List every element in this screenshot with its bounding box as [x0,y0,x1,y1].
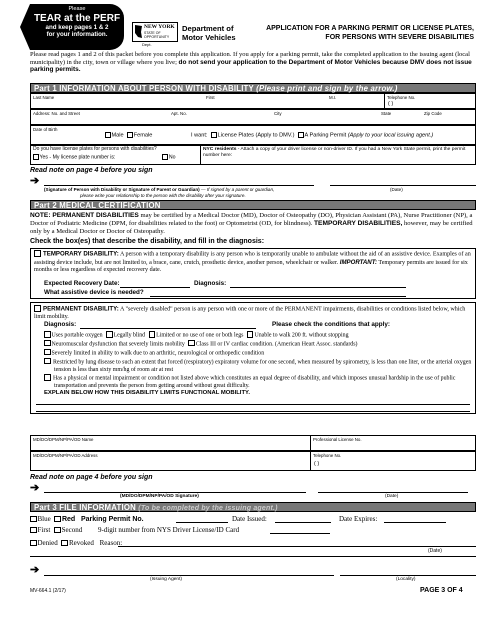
dept-line-2: Motor Vehicles [182,33,236,42]
intro-paragraph [30,51,476,74]
parking-permit-label: A Parking Permit [304,132,347,139]
intro-bold: do not send your application to the Department of Motor Vehicles because DMV does not issue parking permits. [30,58,472,74]
plates-question [30,145,201,165]
dept-line-1: Department of [182,24,234,33]
nyc-bold: NYC residents [203,147,237,152]
revoked-label: Revoked [68,539,94,547]
logo-sub-2: OPPORTUNITY [144,35,170,39]
part2-read-note: Read note on page 4 before you sign [30,474,153,481]
condition-row-2 [44,340,472,349]
conditions-list [44,331,472,398]
md-name-label: MD/DO/DPM/NP/PA/OD Name [33,437,94,442]
perm-diagnosis-line[interactable] [80,328,256,329]
walk-200-checkbox[interactable] [247,331,254,338]
nyc-residents-note[interactable] [200,145,476,165]
condition-row-3 [44,349,472,358]
part1-read-note: Read note on page 4 before you sign [30,167,153,174]
department-name [182,24,236,42]
telephone-label: Telephone No. [387,95,416,100]
logo-subtitle [144,31,169,39]
last-name-field[interactable] [30,93,385,109]
first-label: First [37,526,51,534]
first-name-label: First [206,95,215,100]
mental-label: Has a physical or mental impairment or condition not listed above which constitutes an equal degree of disability, and which imposes unusual hardship in the use of public transportation and prevents the person from getting around without great difficulty. [52,375,456,389]
assistive-device-line[interactable] [150,296,406,297]
limited-legs-checkbox[interactable] [149,331,156,338]
sig-italic-2: please write your relationship to the person with the disability after your signature. [80,193,246,198]
last-name-label: Last Name [33,95,55,100]
check-boxes-instruction: Check the box(es) that describe the disability, and fill in the diagnosis: [30,238,265,245]
part1-hint: (Please print and sign by the arrow.) [256,84,398,93]
female-checkbox[interactable] [127,132,133,138]
neuromuscular-checkbox[interactable] [44,340,51,347]
part1-signature-line[interactable] [44,185,314,186]
tear-line-3: and keep pages 1 & 2 [45,24,109,31]
plates-question-text: Do you have license plates for persons with disabilities? [33,146,157,152]
digit-number-label: 9-digit number from NYS Driver License/ID Card [97,526,240,534]
first-checkbox[interactable] [30,527,37,534]
prof-license-label: Professional License No. [313,437,362,442]
permanent-text-block [34,305,472,321]
prof-license-field[interactable] [310,435,476,451]
nyc-text: - Attach a copy of your driver license or non-driver ID. If you had a New York State permit, print the permit number here: [203,147,466,158]
male-checkbox[interactable] [105,132,111,138]
digit-number-line[interactable] [270,533,330,534]
md-signature-line[interactable] [44,492,306,493]
temporary-checkbox[interactable] [34,250,41,257]
temp-diagnosis-line[interactable] [230,287,406,288]
phone-paren: ( ) [388,101,394,107]
date-expires-label: Date Expires: [339,515,378,523]
temp-text: however, may be certified only by a Medical Doctor or Doctor of Osteopathy. [30,219,473,235]
plates-answer [33,154,198,161]
temp-bold: TEMPORARY DISABILITIES, [314,219,403,227]
temporary-label: TEMPORARY DISABILITY: [43,250,119,258]
parking-permit-no-label: Parking Permit No. [80,516,144,523]
arthritic-checkbox[interactable] [44,349,51,356]
date-issued-label: Date Issued: [232,515,267,523]
mental-checkbox[interactable] [44,374,51,381]
telephone-field[interactable] [384,93,476,109]
temporary-text-block [34,250,472,274]
i-want-label: I want: [191,132,208,139]
arthritic-label: Severely limited in ability to walk due to an arthritic, neurological or orthopedic condition [51,350,265,357]
parking-permit-checkbox[interactable] [298,132,304,138]
md-signature-caption: (MD/DO/DPM/NP/PA/OD Signature) [120,494,199,499]
sign-arrow-icon: ➔ [30,175,40,187]
date-expires-line[interactable] [384,522,446,523]
application-title [246,24,474,42]
dob-label: Date of Birth [33,127,58,132]
lung-label: Restricted by lung disease to such an extent that forced (respiratory) expiratory volume for one second, when measured by spirometry, is less than one liter, or the arterial oxygen tension is less than sixty mm/hg of room air at rest [52,359,472,373]
issuing-agent-line[interactable] [44,575,334,576]
md-telephone-field[interactable] [310,451,476,471]
explain-line-2[interactable] [36,411,470,412]
agent-sign-arrow-icon: ➔ [30,564,40,576]
walk-200-label: Unable to walk 200 ft. without stopping [254,332,349,339]
part3-title [34,503,278,512]
cardiac-checkbox[interactable] [188,340,195,347]
locality-line[interactable] [340,575,476,576]
issuing-agent-caption: (Issuing Agent) [150,577,182,582]
permanent-label: PERMANENT DISABILITY: [43,305,119,313]
check-conditions-label: Please check the conditions that apply: [272,321,390,328]
state-label: State [381,111,392,116]
address-label: Address: No. and Street [33,111,80,116]
parking-permit-note: (Apply to your local issuing agent.) [347,132,434,139]
expected-recovery-label: Expected Recovery Date: [44,280,120,287]
explain-label: EXPLAIN BELOW HOW THIS DISABILITY LIMITS FUNCTIONAL MOBILITY. [44,390,250,397]
oxygen-label: Uses portable oxygen [51,332,103,339]
dob-row [30,125,476,145]
sig-label: (Signature of Person with Disability or Signature of Parent or Guardian) [44,187,200,192]
male-label: Male [111,132,124,139]
tear-line-2: TEAR at the PERF [33,13,121,24]
md-name-field[interactable] [30,435,311,451]
reason-line[interactable] [118,546,476,547]
condition-row-5 [44,374,472,390]
denied-checkbox[interactable] [30,540,37,547]
part1-title-text: Part 1 INFORMATION ABOUT PERSON WITH DISABILITY [34,84,254,93]
part2-note [30,212,476,235]
temporary-text: A person with a temporary disability is any person who is temporarily unable to ambulate without the aid of an assistive device. Examples of an assisting device include, but are not limited to, a brace, cane, crutch, prosthetic device, another person, wheelchair or walker. [34,251,471,266]
logo-sub-1: STATE OF [144,31,161,35]
permanent-checkbox[interactable] [34,305,41,312]
nys-map-icon [134,24,143,39]
md-address-field[interactable] [30,451,311,471]
condition-row-1 [44,331,472,340]
perm-diagnosis-label: Diagnosis: [44,321,77,328]
license-plates-checkbox[interactable] [211,132,217,138]
date-issued-line[interactable] [275,522,331,523]
md-address-label: MD/DO/DPM/NP/PA/OD Address [33,453,98,458]
reason-label: Reason: [99,539,123,547]
sig-italic: — If signed by a parent or guardian, [200,187,275,192]
mi-label: M.I. [329,95,337,100]
tear-line-1: Please [68,6,86,12]
explain-line-1[interactable] [36,404,470,405]
logo-sub-3: Dept. [142,42,152,47]
part3-header-bar [30,502,476,512]
md-date-caption: (Date) [385,494,399,499]
md-date-line[interactable] [318,492,468,493]
locality-caption: (Locality) [396,577,416,582]
md-phone-paren: ( ) [314,461,320,467]
address-field[interactable] [30,109,476,125]
part1-date-caption: (Date) [390,187,403,192]
want-options [191,132,433,139]
part1-header-bar [30,83,476,93]
part1-date-line[interactable] [330,185,476,186]
part3-hint: (To be completed by the issuing agent.) [138,505,278,512]
page-number: PAGE 3 OF 4 [420,587,463,594]
expected-recovery-line[interactable] [120,287,190,288]
city-label: City [274,111,282,116]
blue-checkbox[interactable] [30,516,37,523]
part1-title [34,84,398,93]
neuromuscular-label: Neuromuscular dysfunction that severely limits mobility [51,341,185,348]
part2-title: Part 2 MEDICAL CERTIFICATION [34,201,161,210]
title-line-1: APPLICATION FOR A PARKING PERMIT OR LICENSE PLATES, [266,25,474,32]
permit-no-line[interactable] [176,522,228,523]
red-checkbox[interactable] [54,516,61,523]
second-checkbox[interactable] [54,527,61,534]
part1-signature-caption [44,187,274,192]
part3-title-text: Part 3 FILE INFORMATION [34,503,136,512]
permanent-text: A "severely disabled" person is any person with one or more of the PERMANENT impairments, disabilities or conditions listed below, which limit mobility. [34,306,466,320]
second-label: Second [61,526,83,534]
form-number: MV-664.1 (2/17) [30,588,66,594]
yes-plate-checkbox[interactable] [33,154,39,160]
tear-instruction-tab [30,4,124,50]
limited-legs-label: Limited or no use of one or both legs [156,332,244,339]
title-line-2: FOR PERSONS WITH SEVERE DISABILITIES [325,34,474,41]
logo-name: NEW YORK [144,24,175,30]
part3-date-caption: (Date) [428,548,442,554]
apt-label: Apt. No. [171,111,187,116]
cardiac-label: Class III or IV cardiac condition. (American Heart Assoc. standards) [195,341,358,348]
tear-line-4: for your information. [46,31,108,38]
blind-label: Legally blind [113,332,146,339]
temp-diagnosis-label: Diagnosis: [194,280,227,287]
intro-text: Please read pages 1 and 2 of this packet before you complete this application. If you apply for a parking permit, take the completed application to the issuing agent (local municipality) in the city, town or village where you live; [30,51,470,66]
lung-checkbox[interactable] [44,358,51,365]
note-text: may be certified by a Medical Doctor (MD), Doctor of Osteopathy (DO), Physician Assistant (PA), Nurse Practitioner (NP), a Doctor of Podiatric Medicine (DPM, for disabilities related to the foot) or Optometrist (OD, for blindness). [30,212,473,227]
md-sign-arrow-icon: ➔ [30,482,40,494]
part2-header-bar [30,200,476,210]
no-plate-label: No [168,154,176,161]
note-bold: NOTE: PERMANENT DISABILITIES [30,212,139,219]
zip-label: Zip Code [424,111,442,116]
red-label: Red [61,516,76,523]
oxygen-checkbox[interactable] [44,331,51,338]
female-label: Female [133,132,153,139]
important-label: IMPORTANT: [339,258,377,266]
no-plate-checkbox[interactable] [162,154,168,160]
blue-label: Blue [37,515,51,523]
assistive-device-label: What assistive device is needed? [44,289,144,296]
sex-options [103,132,152,139]
md-telephone-label: Telephone No. [313,453,342,458]
yes-plate-label: Yes - My license plate number is: [39,154,116,161]
condition-row-4 [44,358,472,374]
blind-checkbox[interactable] [106,331,113,338]
important-text: Temporary permits are issued for six months or less regardless of expected recovery date. [34,259,468,273]
revoked-checkbox[interactable] [61,540,68,547]
license-plates-label: License Plates (Apply to DMV.) [217,132,295,139]
denied-label: Denied [37,539,58,547]
reason-line-2[interactable] [30,556,476,557]
nys-logo [132,22,178,42]
part3-row-2 [30,526,476,534]
